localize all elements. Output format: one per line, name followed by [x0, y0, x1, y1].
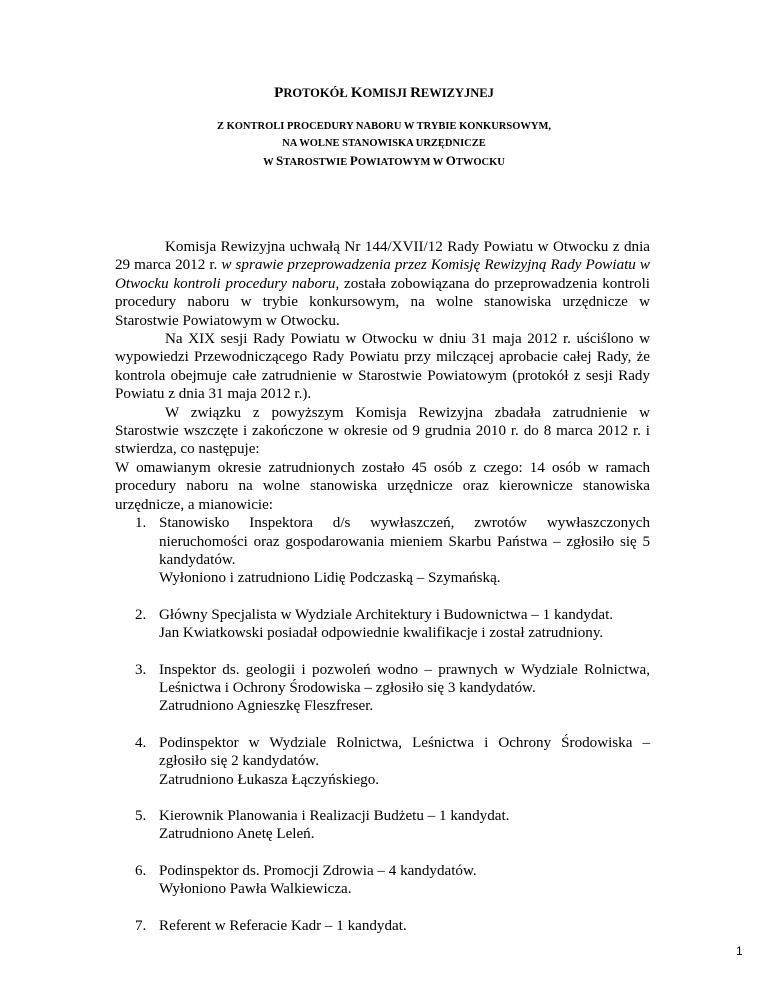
- intro-paragraph-4: W omawianym okresie zatrudnionych zostało 45 osób z czego: 14 osób w ramach procedury naboru na wolne stanowiska urzędnicze oraz kierownicze stanowiska urzędnicze, a mianowicie:: [115, 459, 650, 513]
- candidates-list: [115, 514, 650, 935]
- list-item: 6. Podinspektor ds. Promocji Zdrowia – 4 kandydatów. Wyłoniono Pawła Walkiewicza.: [135, 862, 477, 898]
- list-item: 7. Referent w Referacie Kadr – 1 kandydat.: [135, 917, 407, 934]
- document-title: PROTOKÓŁ KOMISJI REWIZYJNEJ: [274, 85, 494, 101]
- subtitle-line-2: NA WOLNE STANOWISKA URZĘDNICZE: [282, 138, 486, 149]
- document-body: [115, 238, 650, 953]
- intro-paragraph-2: Na XIX sesji Rady Powiatu w Otwocku w dniu 31 maja 2012 r. uściślono w wypowiedzi Przewodniczącego Rady Powiatu przy milczącej aprobacie całej Rady, że kontrola obejmuje całe zatrudnienie w Starostwie Powiatowym (protokół z sesji Rady Powiatu z dnia 31 maja 2012 r.).: [115, 331, 650, 403]
- page-number: 1: [736, 944, 743, 958]
- list-item: 4. Podinspektor w Wydziale Rolnictwa, Leśnictwa i Ochrony Środowiska – zgłosiło się 2 kandydatów. Zatrudniono Łukasza Łączyńskiego.: [135, 734, 650, 788]
- subtitle-line-1: Z KONTROLI PROCEDURY NABORU W TRYBIE KONKURSOWYM,: [216, 121, 552, 132]
- list-item: 1. Stanowisko Inspektora d/s wywłaszczeń, zwrotów wywłaszczonych nieruchomości oraz gospodarowania mieniem Skarbu Państwa – zgłosiło się 5 kandydatów. Wyłoniono i zatrudniono Lidię Podczaską – Szymańską.: [135, 515, 650, 587]
- intro-paragraph-3: W związku z powyższym Komisja Rewizyjna zbadała zatrudnienie w Starostwie wszczęte i zakończone w okresie od 9 grudnia 2010 r. do 8 marca 2012 r. i stwierdza, co następuje:: [115, 404, 650, 458]
- subtitle-line-3: W STAROSTWIE POWIATOWYM W OTWOCKU: [263, 153, 505, 168]
- list-item: 5. Kierownik Planowania i Realizacji Budżetu – 1 kandydat. Zatrudniono Anetę Leleń.: [135, 807, 510, 843]
- intro-paragraph-1: Komisja Rewizyjna uchwałą Nr 144/XVII/12 Rady Powiatu w Otwocku z dnia 29 marca 2012 r. w sprawie przeprowadzenia przez Komisję Rewizyjną Rady Powiatu w Otwocku kontroli procedury naboru, została zobowiązana do przeprowadzenia kontroli procedury naboru w trybie konkursowym, na wolne stanowiska urzędnicze w Starostwie Powiatowym w Otwocku.: [115, 239, 650, 329]
- list-item: 3. Inspektor ds. geologii i pozwoleń wodno – prawnych w Wydziale Rolnictwa, Leśnictwa i Ochrony Środowiska – zgłosiło się 3 kandydatów. Zatrudniono Agnieszkę Fleszfreser.: [135, 661, 650, 715]
- list-item: 2. Główny Specjalista w Wydziale Architektury i Budownictwa – 1 kandydat. Jan Kwiatkowski posiadał odpowiednie kwalifikacje i został zatrudniony.: [135, 606, 614, 642]
